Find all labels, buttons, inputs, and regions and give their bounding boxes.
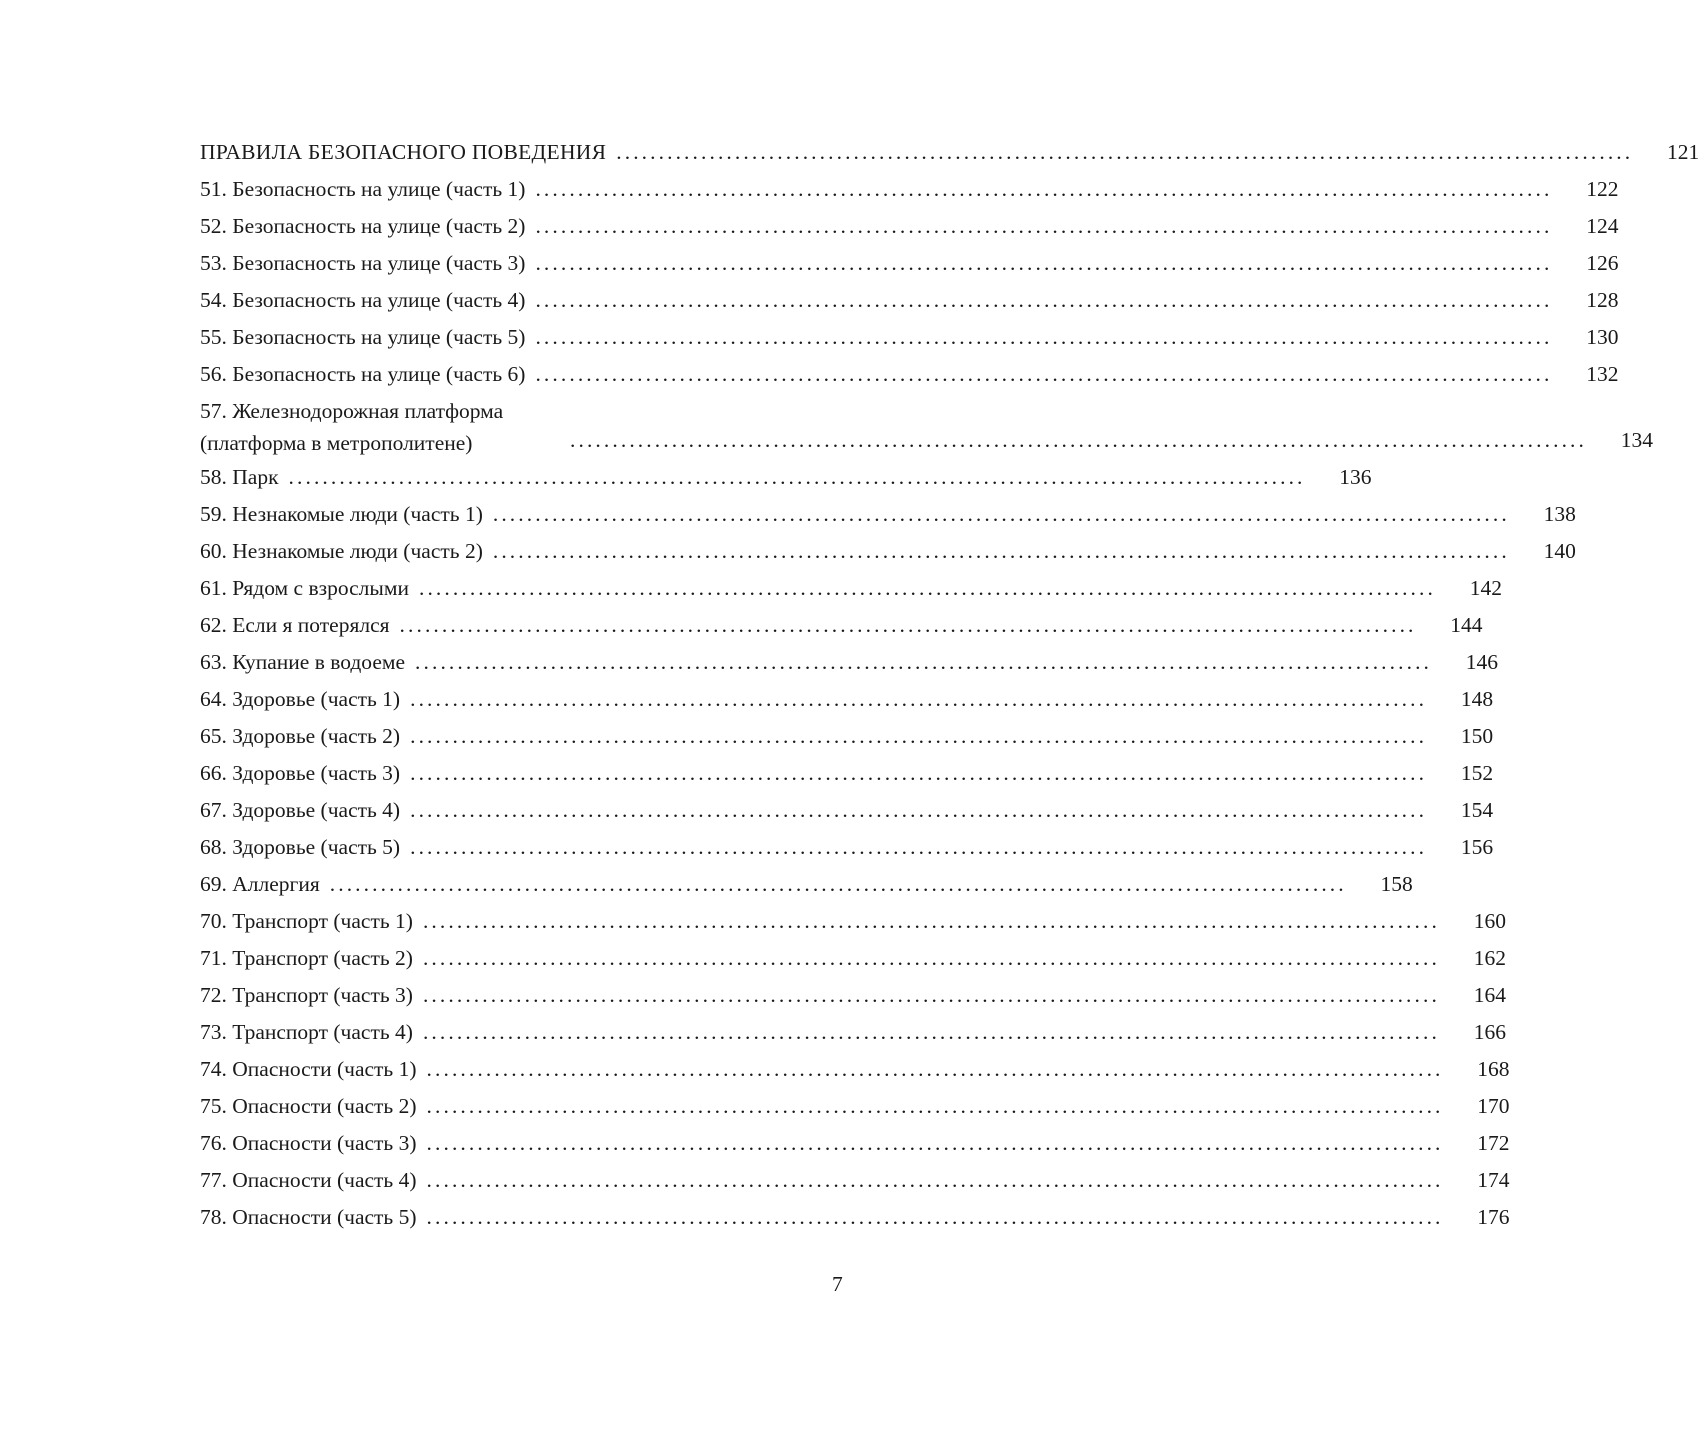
toc-page-number: 134 [1620,428,1653,452]
toc-leader-dots: ........................................................................................................................ [288,465,1306,489]
toc-entry[interactable] [200,1199,1510,1236]
toc-leader-dots: ........................................................................................................................ [535,214,1553,238]
toc-leader-dots: ........................................................................................................................ [535,251,1553,275]
toc-entry-title: 78. Опасности (часть 5) [200,1205,417,1229]
toc-leader-dots: ........................................................................................................................ [492,502,1510,526]
toc-entry[interactable] [200,282,1619,319]
toc-entry-title: 67. Здоровье (часть 4) [200,798,401,822]
toc-entry-title-line1: 57. Железнодорожная платформа [200,399,504,423]
toc-entry[interactable] [200,496,1576,533]
toc-page-number: 146 [1465,650,1499,674]
toc-page-number: 168 [1477,1057,1510,1081]
toc-entry-title: 54. Безопасность на улице (часть 4) [200,288,526,312]
toc-entry[interactable] [200,459,1372,496]
toc-entry-title: 56. Безопасность на улице (часть 6) [200,362,526,386]
toc-entry-title: 66. Здоровье (часть 3) [200,761,401,785]
toc-page-number: 158 [1380,872,1413,896]
toc-leader-dots: ........................................................................................................................ [426,1057,1444,1081]
toc-entry[interactable] [200,171,1619,208]
toc-page-number: 122 [1586,177,1619,201]
toc-entry-title: 77. Опасности (часть 4) [200,1168,417,1192]
toc-page-number: 144 [1450,613,1483,637]
toc-entry[interactable] [200,570,1502,607]
toc-page-number: 154 [1460,798,1494,822]
toc-entry-title [200,395,560,459]
toc-leader-dots: ........................................................................................................................ [426,1094,1444,1118]
toc-entry-title: 53. Безопасность на улице (часть 3) [200,251,526,275]
toc-entry-title: 61. Рядом с взрослыми [200,576,409,600]
toc-page-number: 166 [1473,1020,1506,1044]
toc-leader-dots: ........................................................................................................................ [410,724,1428,748]
toc-entry-title: 63. Купание в водоеме [200,650,406,674]
toc-page-number: 148 [1460,687,1494,711]
toc-page-number: 142 [1469,576,1502,600]
toc-entry[interactable] [200,208,1619,245]
toc-entry[interactable] [200,607,1483,644]
toc-leader-dots: ........................................................................................................................ [422,1020,1440,1044]
toc-page-number: 126 [1586,251,1619,275]
toc-leader-dots: ........................................................................................................................ [399,613,1417,637]
toc-entry-title: 51. Безопасность на улице (часть 1) [200,177,526,201]
toc-page-number: 152 [1460,761,1494,785]
toc-leader-dots: ........................................................................................................................ [535,362,1553,386]
toc-entry-title: 71. Транспорт (часть 2) [200,946,413,970]
toc-page-number: 160 [1473,909,1506,933]
toc-entry-title: 72. Транспорт (часть 3) [200,983,413,1007]
toc-entry[interactable] [200,393,1653,459]
toc-entry-title: 65. Здоровье (часть 2) [200,724,401,748]
toc-leader-dots: ........................................................................................................................ [535,288,1553,312]
toc-page-number: 140 [1543,539,1576,563]
toc-entry-title: 76. Опасности (часть 3) [200,1131,417,1155]
toc-entry[interactable] [200,755,1494,792]
toc-entry[interactable] [200,977,1506,1014]
toc-entry[interactable] [200,356,1619,393]
toc-leader-dots: ........................................................................................................................ [329,872,1347,896]
toc-entry-title: 70. Транспорт (часть 1) [200,909,413,933]
table-of-contents [200,134,1699,1236]
toc-entry-title: 58. Парк [200,465,279,489]
toc-entry[interactable] [200,319,1619,356]
toc-entry[interactable] [200,718,1494,755]
toc-page-number: 150 [1460,724,1494,748]
toc-leader-dots: ........................................................................................................................ [535,325,1553,349]
toc-page-number: 128 [1586,288,1619,312]
toc-page-number: 130 [1586,325,1619,349]
toc-entry-title: 64. Здоровье (часть 1) [200,687,401,711]
toc-entry[interactable] [200,792,1494,829]
toc-page-number: 172 [1477,1131,1510,1155]
toc-leader-dots: ........................................................................................................................ [410,835,1428,859]
toc-entry-title-line2: (платформа в метрополитене) [200,431,473,455]
toc-entry-title: 75. Опасности (часть 2) [200,1094,417,1118]
toc-page-number: 124 [1586,214,1619,238]
toc-leader-dots: ........................................................................................................................ [418,576,1436,600]
page-number: 7 [832,1272,843,1296]
toc-page-number: 170 [1477,1094,1510,1118]
toc-page-number: 176 [1477,1205,1510,1229]
toc-leader-dots: ........................................................................................................................ [410,761,1428,785]
toc-section-title: ПРАВИЛА БЕЗОПАСНОГО ПОВЕДЕНИЯ [200,140,607,164]
toc-entry[interactable] [200,681,1494,718]
toc-entry[interactable] [200,1051,1510,1088]
toc-leader-dots: ........................................................................................................................ [426,1205,1444,1229]
toc-entry-title: 55. Безопасность на улице (часть 5) [200,325,526,349]
toc-page-number: 138 [1543,502,1576,526]
toc-entry-title: 74. Опасности (часть 1) [200,1057,417,1081]
toc-page-number: 121 [1667,140,1699,164]
toc-entry[interactable] [200,1125,1510,1162]
toc-entry[interactable] [200,1014,1506,1051]
toc-leader-dots: ........................................................................................................................ [422,983,1440,1007]
toc-page-number: 164 [1473,983,1506,1007]
toc-entry-title: 59. Незнакомые люди (часть 1) [200,502,483,526]
toc-leader-dots: ........................................................................................................................ [535,177,1553,201]
toc-entry-title: 69. Аллергия [200,872,320,896]
toc-leader-dots: ........................................................................................................................ [422,909,1440,933]
toc-entry[interactable] [200,644,1499,681]
toc-leader-dots: ........................................................................................................................ [410,687,1428,711]
toc-entry[interactable] [200,829,1494,866]
toc-leader-dots: ........................................................................................................................ [426,1131,1444,1155]
toc-entry[interactable] [200,866,1413,903]
toc-leader-dots: ........................................................................................................................ [426,1168,1444,1192]
toc-entry[interactable] [200,903,1506,940]
toc-page-number: 174 [1477,1168,1510,1192]
toc-section-heading[interactable] [200,134,1699,171]
toc-entry[interactable] [200,245,1619,282]
toc-page-number: 136 [1339,465,1372,489]
toc-leader-dots: ........................................................................................................................ [616,140,1634,164]
toc-leader-dots: ........................................................................................................................ [570,428,1587,452]
toc-entry[interactable] [200,1088,1510,1125]
toc-entry-title: 52. Безопасность на улице (часть 2) [200,214,526,238]
toc-entry-title: 60. Незнакомые люди (часть 2) [200,539,483,563]
toc-entry[interactable] [200,940,1506,977]
toc-entry[interactable] [200,1162,1510,1199]
toc-leader-dots: ........................................................................................................................ [492,539,1510,563]
toc-entry-title: 68. Здоровье (часть 5) [200,835,401,859]
toc-entry-title: 73. Транспорт (часть 4) [200,1020,413,1044]
toc-leader-dots: ........................................................................................................................ [410,798,1428,822]
toc-entry-title: 62. Если я потерялся [200,613,390,637]
toc-page-number: 162 [1473,946,1506,970]
toc-entry[interactable] [200,533,1576,570]
toc-page-number: 156 [1460,835,1494,859]
toc-leader-dots: ........................................................................................................................ [422,946,1440,970]
toc-leader-dots: ........................................................................................................................ [415,650,1433,674]
toc-page-number: 132 [1586,362,1619,386]
